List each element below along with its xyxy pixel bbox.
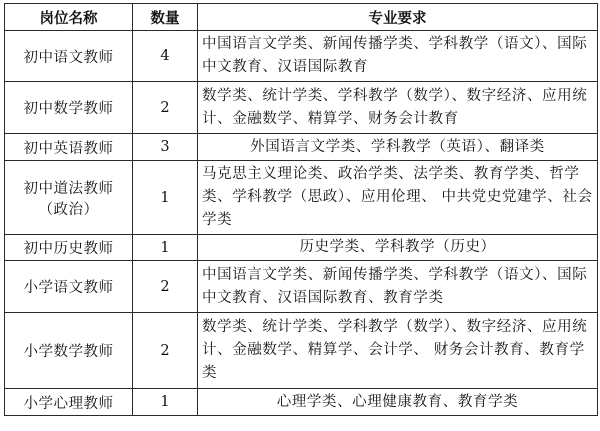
requirement-cell: 心理学类、心理健康教育、教育学类 <box>198 389 598 416</box>
table-row <box>5 31 598 82</box>
quantity-cell: 2 <box>133 261 198 313</box>
quantity-cell: 3 <box>133 134 198 161</box>
position-cell: 初中数学教师 <box>5 82 133 134</box>
requirement-cell: 历史学类、学科教学（历史） <box>198 235 598 261</box>
requirement-cell: 外国语言文学类、学科教学（英语）、翻译类 <box>198 134 598 161</box>
quantity-cell: 1 <box>133 161 198 235</box>
header-requirement: 专业要求 <box>198 4 598 31</box>
requirement-cell: 中国语言文学类、新闻传播学类、学科教学（语文）、国际中文教育、汉语国际教育 <box>198 31 598 82</box>
position-cell: 初中英语教师 <box>5 134 133 161</box>
quantity-cell: 1 <box>133 235 198 261</box>
quantity-cell: 2 <box>133 82 198 134</box>
requirement-cell: 马克思主义理论类、政治学类、法学类、教育学类、哲学类、学科教学（思政）、应用伦理、 中共党史党建学、社会学类 <box>198 161 598 235</box>
position-cell <box>5 161 133 235</box>
position-cell: 小学心理教师 <box>5 389 133 416</box>
table-row <box>5 261 598 313</box>
recruitment-table <box>4 3 598 416</box>
position-cell: 小学语文教师 <box>5 261 133 313</box>
header-quantity: 数量 <box>133 4 198 31</box>
table-row <box>5 134 598 161</box>
position-cell: 小学数学教师 <box>5 313 133 389</box>
header-position: 岗位名称 <box>5 4 133 31</box>
table-row <box>5 389 598 416</box>
table-row <box>5 235 598 261</box>
table-row <box>5 161 598 235</box>
requirement-cell: 数学类、统计学类、学科教学（数学）、数字经济、应用统计、金融数学、精算学、财务会计教育 <box>198 82 598 134</box>
requirement-cell: 数学类、统计学类、学科教学（数学）、数字经济、应用统计、金融数学、精算学、会计学、 财务会计教育、教育学类 <box>198 313 598 389</box>
position-cell: 初中语文教师 <box>5 31 133 82</box>
table-row <box>5 313 598 389</box>
table-row <box>5 82 598 134</box>
quantity-cell: 2 <box>133 313 198 389</box>
quantity-cell: 1 <box>133 389 198 416</box>
position-sub-label: （政治） <box>38 201 99 218</box>
position-cell: 初中历史教师 <box>5 235 133 261</box>
table-header-row <box>5 4 598 31</box>
requirement-cell: 中国语言文学类、新闻传播学类、学科教学（语文）、国际中文教育、汉语国际教育、教育学类 <box>198 261 598 313</box>
quantity-cell: 4 <box>133 31 198 82</box>
position-label: 初中道法教师 <box>23 180 114 197</box>
